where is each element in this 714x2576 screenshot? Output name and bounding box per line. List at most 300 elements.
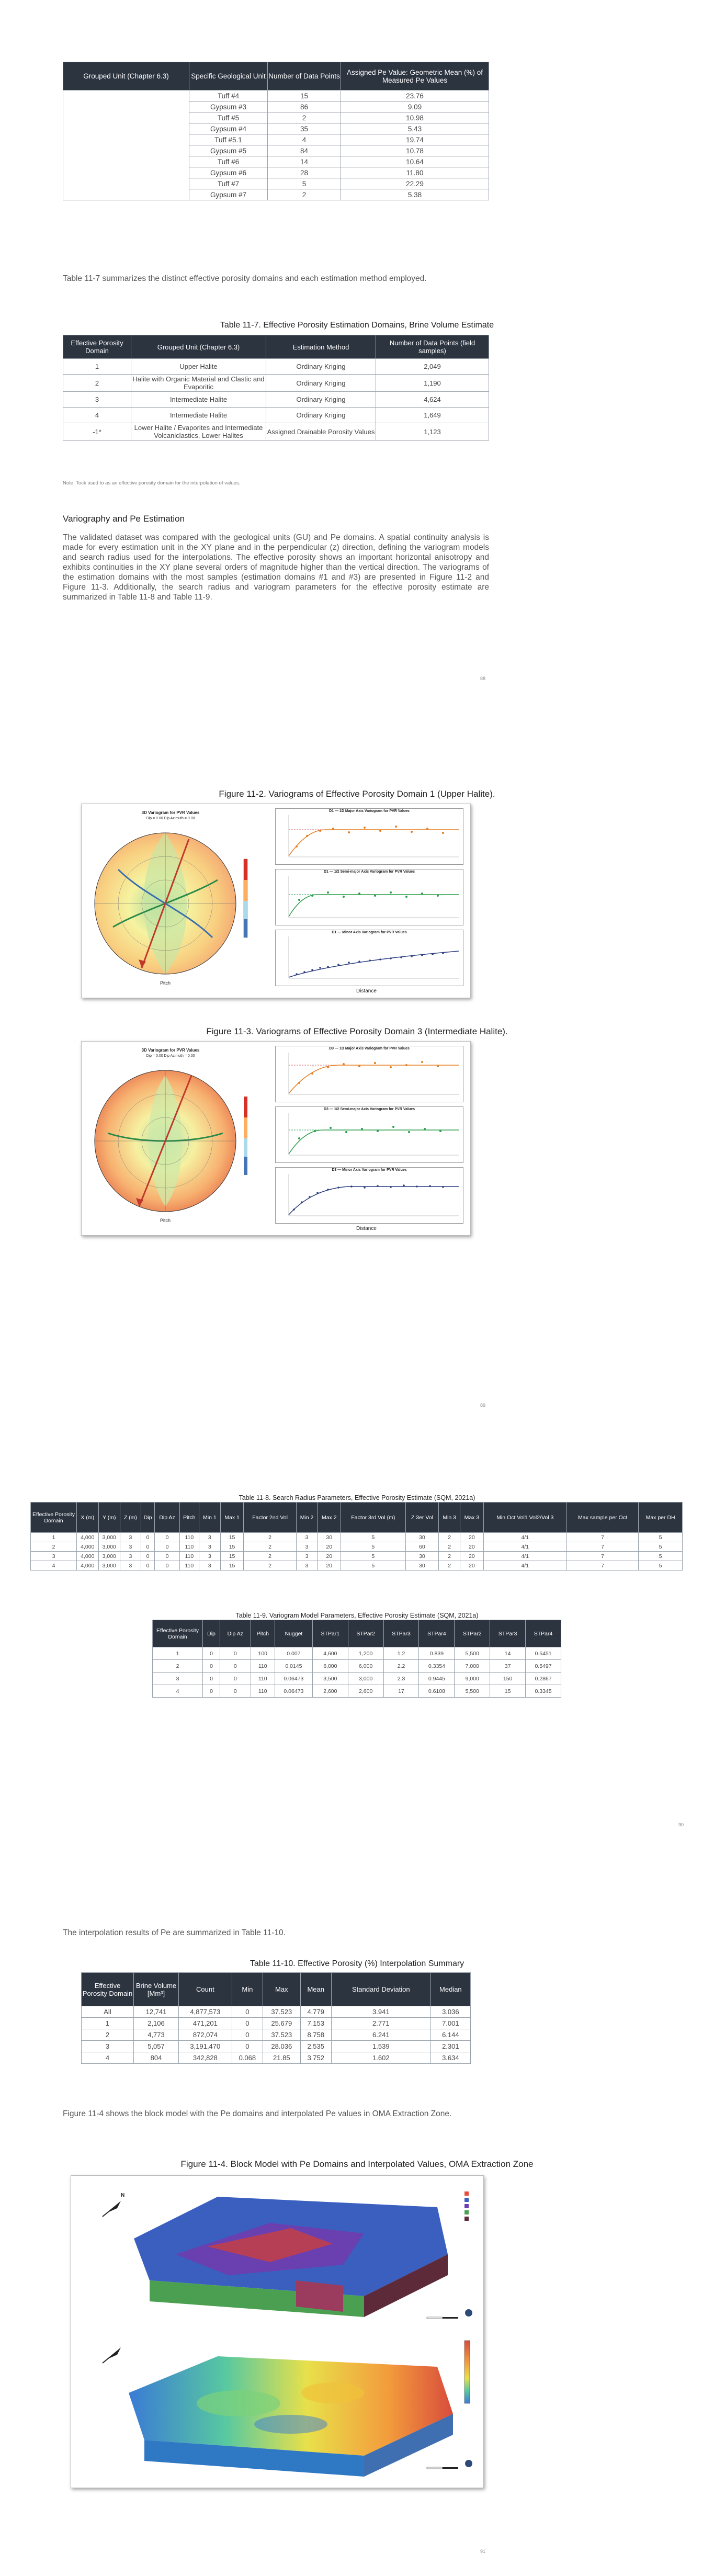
table-header: Number of Data Points (field samples) [376, 335, 489, 359]
table-header: Min 3 [439, 1502, 460, 1533]
variogram-rose [87, 1044, 254, 1233]
table-cell: Lower Halite / Evaporites and Intermediate Volcaniclastics, Lower Halites [131, 423, 266, 440]
table-cell: 4/1 [483, 1552, 566, 1561]
table-cell: 10.78 [341, 145, 489, 156]
north-arrow-icon [103, 2347, 121, 2363]
table-cell: 30 [318, 1533, 341, 1542]
table-cell: 3 [120, 1561, 141, 1571]
variogram-plot-semimajor [275, 869, 463, 925]
table-cell: 20 [460, 1552, 484, 1561]
table-cell: 20 [318, 1552, 341, 1561]
table-header: Max per DH [639, 1502, 683, 1533]
rose-title: 3D Variogram for PVR Values [141, 810, 200, 815]
table-row [153, 1685, 561, 1698]
compass-icon [465, 2460, 472, 2467]
table-cell: 3 [120, 1533, 141, 1542]
table-cell: 4 [82, 2052, 134, 2064]
variogram-plot-minor [275, 1167, 463, 1224]
search-radius-table [30, 1502, 683, 1571]
table-cell: 1.539 [331, 2041, 430, 2052]
table-cell: 1 [31, 1533, 77, 1542]
table-cell: 2,600 [348, 1685, 383, 1698]
table-cell: 9.09 [341, 101, 489, 112]
table-cell: 4,000 [77, 1542, 99, 1552]
table-header: Z 3er Vol [405, 1502, 439, 1533]
table-cell: 86 [268, 101, 341, 112]
table-cell: 20 [460, 1533, 484, 1542]
table-row [63, 91, 489, 101]
table-row [63, 392, 489, 408]
table-cell: 6.144 [430, 2029, 470, 2041]
table-caption: Table 11-7. Effective Porosity Estimation Domains, Brine Volume Estimate [220, 321, 494, 330]
table-cell: 342,828 [179, 2052, 232, 2064]
table-header: Factor 2nd Vol [244, 1502, 296, 1533]
table-header: Z (m) [120, 1502, 141, 1533]
table-cell: 3 [199, 1533, 221, 1542]
table-cell: 0.06473 [275, 1673, 312, 1685]
table-cell: 0 [203, 1647, 220, 1660]
table-cell: Ordinary Kriging [266, 408, 376, 423]
table-cell: All [82, 2006, 134, 2018]
table-cell: 150 [490, 1673, 526, 1685]
table-cell: 0.0145 [275, 1660, 312, 1673]
table-cell: 0.5497 [526, 1660, 561, 1673]
variogram-plot-minor [275, 930, 463, 986]
table-cell: 4,624 [376, 392, 489, 408]
table-cell: 3,000 [348, 1673, 383, 1685]
table-cell: 0 [155, 1552, 179, 1561]
table-cell: 2.2 [383, 1660, 419, 1673]
table-header: Min Oct Vol1 Vol2/Vol 3 [483, 1502, 566, 1533]
table-cell: 3 [82, 2041, 134, 2052]
table-row [31, 1561, 683, 1571]
table-cell: 3.036 [430, 2006, 470, 2018]
page-number: 88 [480, 676, 486, 681]
table-row [63, 375, 489, 392]
table-cell: 2.771 [331, 2018, 430, 2029]
table-header: Factor 3rd Vol (m) [341, 1502, 405, 1533]
table-cell: 0 [220, 1660, 251, 1673]
table-cell: 0 [232, 2041, 263, 2052]
table-cell: 0.007 [275, 1647, 312, 1660]
table-cell: 4/1 [483, 1533, 566, 1542]
table-cell: 2 [153, 1660, 203, 1673]
table-row [63, 359, 489, 375]
table-cell: -1* [63, 423, 131, 440]
table-header: Effective Porosity Domain [31, 1502, 77, 1533]
table-cell: 1 [153, 1647, 203, 1660]
table-cell: 0 [220, 1647, 251, 1660]
table-cell: 7 [566, 1552, 638, 1561]
page-number: 89 [480, 1403, 486, 1408]
page-number: 91 [480, 2549, 486, 2554]
table-cell: 22.29 [341, 178, 489, 189]
x-axis-label: Distance [356, 988, 377, 994]
paragraph: The interpolation results of Pe are summarized in Table 11-10. [63, 1928, 286, 1937]
table-cell: 0.9445 [419, 1673, 455, 1685]
table-cell: 3,000 [98, 1533, 120, 1542]
table-cell: 0.6108 [419, 1685, 455, 1698]
table-cell: 5 [268, 178, 341, 189]
table-cell: 4 [153, 1685, 203, 1698]
table-cell: 0 [203, 1685, 220, 1698]
table-header: Min [232, 1973, 263, 2006]
table-cell: 28.036 [263, 2041, 300, 2052]
table-cell: 110 [179, 1542, 199, 1552]
table-header: Estimation Method [266, 335, 376, 359]
rose-label: Pitch [160, 980, 171, 986]
table-cell: 35 [268, 123, 341, 134]
table-header: STPar3 [383, 1620, 419, 1647]
table-cell: 5 [639, 1552, 683, 1561]
table-cell: Gypsum #4 [189, 123, 268, 134]
table-cell: 872,074 [179, 2029, 232, 2041]
table-header: Min 1 [199, 1502, 221, 1533]
table-cell: Upper Halite [131, 359, 266, 375]
plot-title: D3 — 1/2 Semi-major Axis Variogram for PVR Values [323, 1108, 415, 1111]
table-cell: 7 [566, 1561, 638, 1571]
table-cell: 0 [141, 1533, 155, 1542]
table-header: STPar2 [455, 1620, 490, 1647]
table-row [153, 1660, 561, 1673]
table-cell: 2 [244, 1533, 296, 1542]
table-cell: 2 [439, 1552, 460, 1561]
table-header: Pitch [179, 1502, 199, 1533]
table-cell: 20 [318, 1561, 341, 1571]
table-header: STPar1 [312, 1620, 348, 1647]
variogram-plot-semimajor [275, 1106, 463, 1163]
table-cell: 15 [220, 1533, 244, 1542]
table-cell: 9,000 [455, 1673, 490, 1685]
table-cell: Gypsum #7 [189, 189, 268, 200]
table-header: Nugget [275, 1620, 312, 1647]
scale-bar [427, 2467, 458, 2469]
table-cell: 3,500 [312, 1673, 348, 1685]
table-cell: 2 [82, 2029, 134, 2041]
table-cell: 3 [63, 392, 131, 408]
table-cell: 2 [244, 1552, 296, 1561]
table-cell: 0.5451 [526, 1647, 561, 1660]
table-cell: 4,600 [312, 1647, 348, 1660]
table-cell: 1,190 [376, 375, 489, 392]
table-cell: 28 [268, 167, 341, 178]
table-cell: 5 [639, 1561, 683, 1571]
variogram-rose [87, 807, 254, 995]
table-cell: 3 [296, 1552, 318, 1561]
table-cell: 11.80 [341, 167, 489, 178]
table-cell: Gypsum #5 [189, 145, 268, 156]
table-cell: 100 [251, 1647, 275, 1660]
table-cell: 20 [460, 1561, 484, 1571]
table-cell: 2,049 [376, 359, 489, 375]
table-cell: 2 [244, 1542, 296, 1552]
table-cell: 5,500 [455, 1647, 490, 1660]
table-cell: 110 [179, 1561, 199, 1571]
table-cell: 37 [490, 1660, 526, 1673]
table-cell: 7.001 [430, 2018, 470, 2029]
table-cell: 3 [120, 1542, 141, 1552]
table-cell: 10.98 [341, 112, 489, 123]
table-cell: 0 [155, 1561, 179, 1571]
table-cell: 3 [199, 1542, 221, 1552]
table-cell: 0 [232, 2029, 263, 2041]
table-cell: 0 [203, 1660, 220, 1673]
table-cell: 3 [296, 1542, 318, 1552]
table-row [82, 2041, 471, 2052]
table-cell: 4 [63, 408, 131, 423]
table-cell: 3 [120, 1552, 141, 1561]
table-row [153, 1673, 561, 1685]
variogram-plot-major [275, 808, 463, 865]
x-axis-label: Distance [356, 1226, 377, 1231]
table-cell: 110 [251, 1673, 275, 1685]
table-cell: 17 [383, 1685, 419, 1698]
table-header: STPar2 [348, 1620, 383, 1647]
table-cell: 2 [268, 112, 341, 123]
table-cell: 0 [232, 2006, 263, 2018]
table-cell: 3,191,470 [179, 2041, 232, 2052]
table-row [82, 2006, 471, 2018]
table-cell: Halite with Organic Material and Clastic and Evaporitic [131, 375, 266, 392]
compass-icon [465, 2309, 472, 2317]
table-cell: 20 [460, 1542, 484, 1552]
pe-interpolated-model [71, 2330, 483, 2487]
table-cell: 10.64 [341, 156, 489, 167]
table-cell: 3,000 [98, 1552, 120, 1561]
variogram-figure-domain1 [81, 804, 471, 998]
table-cell: 4 [268, 134, 341, 145]
table-cell: 5 [341, 1552, 405, 1561]
table-row [82, 2052, 471, 2064]
table-cell: 4,000 [77, 1561, 99, 1571]
table-cell: 110 [251, 1685, 275, 1698]
table-cell: Ordinary Kriging [266, 359, 376, 375]
table-caption: Table 11-8. Search Radius Parameters, Effective Porosity Estimate (SQM, 2021a) [239, 1494, 475, 1501]
table-cell: 15 [490, 1685, 526, 1698]
table-cell: 0.06473 [275, 1685, 312, 1698]
table-cell: 21.85 [263, 2052, 300, 2064]
table-header: Grouped Unit (Chapter 6.3) [63, 62, 189, 91]
table-cell: 2 [268, 189, 341, 200]
interpolation-summary-table [81, 1972, 471, 2064]
table-caption: Table 11-9. Variogram Model Parameters, Effective Porosity Estimate (SQM, 2021a) [235, 1612, 479, 1619]
table-cell: 0 [141, 1552, 155, 1561]
table-header: Max 1 [220, 1502, 244, 1533]
table-cell: 5 [639, 1542, 683, 1552]
variogram-plot-major [275, 1046, 463, 1102]
table-cell: 4/1 [483, 1561, 566, 1571]
table-cell: 0 [203, 1673, 220, 1685]
rose-label: Pitch [160, 1218, 171, 1223]
table-header: Count [179, 1973, 232, 2006]
plot-title: D3 — 1D Major Axis Variogram for PVR Values [329, 1047, 410, 1050]
table-cell: 5 [639, 1533, 683, 1542]
table-cell: 1.602 [331, 2052, 430, 2064]
table-cell: 5.43 [341, 123, 489, 134]
table-cell: 0 [232, 2018, 263, 2029]
table-cell: Tuff #4 [189, 91, 268, 101]
rose-subtitle: Dip = 0.00 Dip Azimuth = 0.00 [146, 817, 195, 820]
table-cell: 7 [566, 1542, 638, 1552]
table-cell: 8.758 [300, 2029, 331, 2041]
table-cell: 3,000 [98, 1542, 120, 1552]
table-cell: 4,877,573 [179, 2006, 232, 2018]
table-cell: 2 [439, 1533, 460, 1542]
table-cell: 0 [220, 1685, 251, 1698]
table-cell: 4.779 [300, 2006, 331, 2018]
table-cell: 2,600 [312, 1685, 348, 1698]
table-cell: 23.76 [341, 91, 489, 101]
table-cell: 804 [134, 2052, 179, 2064]
table-cell: 30 [405, 1561, 439, 1571]
color-scale [464, 2341, 470, 2403]
table-header: Median [430, 1973, 470, 2006]
table-cell: 0 [220, 1673, 251, 1685]
table-row [31, 1552, 683, 1561]
table-cell: 5 [341, 1533, 405, 1542]
paragraph: Table 11-7 summarizes the distinct effective porosity domains and each estimation method employed. [63, 274, 427, 283]
table-cell: 2 [439, 1561, 460, 1571]
table-cell: Gypsum #6 [189, 167, 268, 178]
scale-bar [427, 2317, 458, 2319]
table-header: Dip Az [155, 1502, 179, 1533]
table-caption: Table 11-10. Effective Porosity (%) Interpolation Summary [250, 1959, 464, 1968]
plot-title: D1 — 1D Major Axis Variogram for PVR Values [329, 809, 410, 813]
table-cell: 0 [155, 1542, 179, 1552]
table-header: Brine Volume [Mm³] [134, 1973, 179, 2006]
table-cell: 2 [31, 1542, 77, 1552]
table-cell: 15 [268, 91, 341, 101]
table-cell: 110 [251, 1660, 275, 1673]
figure-caption: Figure 11-3. Variograms of Effective Porosity Domain 3 (Intermediate Halite). [206, 1026, 508, 1036]
table-header: Standard Deviation [331, 1973, 430, 2006]
figure-caption: Figure 11-4. Block Model with Pe Domains and Interpolated Values, OMA Extraction Zone [180, 2159, 534, 2169]
table-cell: 1,200 [348, 1647, 383, 1660]
table-row [153, 1647, 561, 1660]
north-arrow-icon [103, 2201, 121, 2217]
table-cell: 7 [566, 1533, 638, 1542]
table-cell: 20 [318, 1542, 341, 1552]
pe-domains-model [71, 2176, 483, 2328]
table-cell: 37.523 [263, 2006, 300, 2018]
table-cell: 4/1 [483, 1542, 566, 1552]
table-header: Mean [300, 1973, 331, 2006]
figure-caption: Figure 11-2. Variograms of Effective Porosity Domain 1 (Upper Halite). [219, 789, 495, 799]
table-cell: 14 [490, 1647, 526, 1660]
table-header: Effective Porosity Domain [153, 1620, 203, 1647]
table-cell: 1,649 [376, 408, 489, 423]
table-cell: 2.301 [430, 2041, 470, 2052]
table-cell: 4 [31, 1561, 77, 1571]
table-cell: 2.535 [300, 2041, 331, 2052]
table-cell: 3 [296, 1533, 318, 1542]
table-cell: 37.523 [263, 2029, 300, 2041]
table-cell: Ordinary Kriging [266, 392, 376, 408]
table-header: STPar4 [419, 1620, 455, 1647]
table-header: Effective Porosity Domain [82, 1973, 134, 2006]
table-cell: 0.2867 [526, 1673, 561, 1685]
table-cell: 3 [153, 1673, 203, 1685]
table-cell: 3.752 [300, 2052, 331, 2064]
table-cell: Gypsum #3 [189, 101, 268, 112]
table-row [63, 408, 489, 423]
table-header: Effective Porosity Domain [63, 335, 131, 359]
paragraph: The validated dataset was compared with the geological units (GU) and Pe domains. A spatial continuity analysis is made for every estimation unit in the XY plane and in the perpendicular (z) direction, defining the variogram models and search radius used for the interpolations. The effective porosity shows an important horizontal anisotropy and exhibits continuities in the XY plane several orders of magnitude higher than the vertical direction. The variograms of the estimation domains with the most samples (estimation domains #1 and #3) are presented in Figure 11-2 and Figure 11-3. Additionally, the search radius and variogram parameters for the effective porosity estimate are summarized in Table 11-8 and Table 11-9. [63, 533, 489, 602]
table-cell: 84 [268, 145, 341, 156]
table-header: Max [263, 1973, 300, 2006]
table-header: Max sample per Oct [566, 1502, 638, 1533]
table-cell: 1,123 [376, 423, 489, 440]
table-cell: 14 [268, 156, 341, 167]
table-cell: Assigned Drainable Porosity Values [266, 423, 376, 440]
table-header: Dip [141, 1502, 155, 1533]
table-cell: 15 [220, 1542, 244, 1552]
north-label: N [121, 2193, 125, 2198]
estimation-domains-table [63, 335, 489, 440]
page-number: 90 [678, 1822, 684, 1827]
table-header: Max 2 [318, 1502, 341, 1533]
table-header: Assigned Pe Value: Geometric Mean (%) of Measured Pe Values [341, 62, 489, 91]
table-header: Specific Geological Unit [189, 62, 268, 91]
table-row [63, 423, 489, 440]
table-header: Grouped Unit (Chapter 6.3) [131, 335, 266, 359]
table-cell: 15 [220, 1561, 244, 1571]
table-cell: 5 [341, 1542, 405, 1552]
table-cell: 0.3354 [419, 1660, 455, 1673]
table-cell: 0.839 [419, 1647, 455, 1660]
table-cell: 2 [63, 375, 131, 392]
table-cell: 60 [405, 1542, 439, 1552]
table-cell: Ordinary Kriging [266, 375, 376, 392]
table-header: STPar4 [526, 1620, 561, 1647]
table-cell: Tuff #7 [189, 178, 268, 189]
plot-title: D1 — 1/2 Semi-major Axis Variogram for PVR Values [323, 870, 415, 874]
table-cell: 5,057 [134, 2041, 179, 2052]
table-cell: 25.679 [263, 2018, 300, 2029]
table-row [31, 1542, 683, 1552]
table-cell: 0.3345 [526, 1685, 561, 1698]
table-cell: 0.068 [232, 2052, 263, 2064]
table-cell: 110 [179, 1552, 199, 1561]
table-cell: 0 [141, 1542, 155, 1552]
table-cell: 15 [220, 1552, 244, 1561]
table-cell: 5 [341, 1561, 405, 1571]
table-header: STPar3 [490, 1620, 526, 1647]
table-cell: 3.634 [430, 2052, 470, 2064]
table-cell: 2 [439, 1542, 460, 1552]
table-cell: 12,741 [134, 2006, 179, 2018]
table-cell: Tuff #5 [189, 112, 268, 123]
table-header: Number of Data Points [268, 62, 341, 91]
table-cell: 3,000 [98, 1561, 120, 1571]
table-cell: 1.2 [383, 1647, 419, 1660]
table-row [31, 1533, 683, 1542]
table-cell: 6,000 [348, 1660, 383, 1673]
table-header: X (m) [77, 1502, 99, 1533]
table-cell: 7.153 [300, 2018, 331, 2029]
variogram-model-table [152, 1620, 561, 1698]
section-heading: Variography and Pe Estimation [63, 514, 185, 524]
table-cell: Tuff #5.1 [189, 134, 268, 145]
table-cell: 3 [31, 1552, 77, 1561]
table-cell: 1 [82, 2018, 134, 2029]
table-cell: 5.38 [341, 189, 489, 200]
table-cell: 3.941 [331, 2006, 430, 2018]
table-cell: 4,000 [77, 1552, 99, 1561]
plot-title: D3 — Minor Axis Variogram for PVR Values [332, 1168, 407, 1172]
variogram-figure-domain3 [81, 1041, 471, 1236]
table-cell: 4,773 [134, 2029, 179, 2041]
